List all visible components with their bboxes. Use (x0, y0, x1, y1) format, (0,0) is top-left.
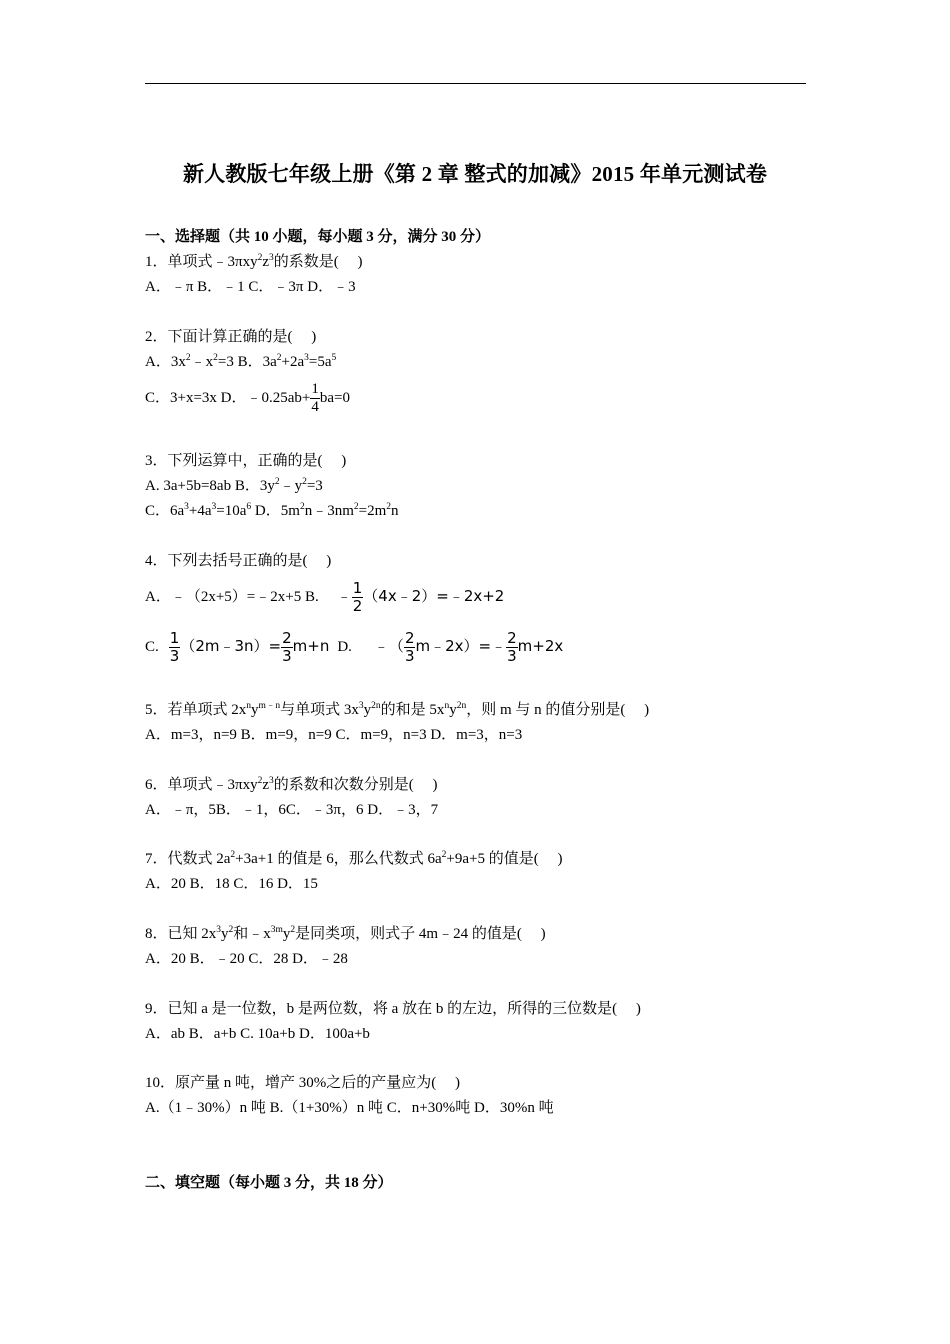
fraction: $\frac{2}{3}$ (507, 629, 517, 666)
question-5-stem: 5．若单项式 $2x^ny^{m﹣n}$与单项式 $3x^3y^{2n}$的和是 $5x^ny^{2n}$，则 m 与 n 的值分别是( ) (145, 701, 650, 718)
page-title: 新人教版七年级上册《第 2 章 整式的加减》2015 年单元测试卷 (182, 162, 768, 186)
question-4-stem: 4．下列去括号正确的是( ) (145, 553, 332, 569)
question-1-stem: 1．单项式$﹣3\pi xy^2z^3$的系数是( ) (145, 253, 363, 270)
question-7-options: A．20 B．18 C．16 D．15 (145, 876, 318, 892)
question-3-stem: 3．下列运算中，正确的是( ) (145, 453, 347, 469)
fraction: $\frac{2}{3}$ (404, 629, 415, 666)
question-5-options: A．m=3，n=9 B．m=9，n=9 C．m=9，n=3 D．m=3，n=3 (145, 727, 523, 743)
fraction: $\frac{2}{3}$ (282, 629, 292, 666)
question-1-options: A．﹣π B．﹣1 C．﹣3π D．﹣3 (145, 279, 356, 295)
question-6-stem: 6．单项式$﹣3\pi xy^2z^3$的系数和次数分别是( ) (145, 776, 438, 793)
question-4-options-cd: C. $\frac{1}{3}$ （2m﹣3n）= $\frac{2}{3}$ m+n D. ﹣（ $\frac{2}{3}$ m﹣2x）=﹣ $\frac{2}{3}$ m+2x (145, 629, 564, 666)
question-8-stem: 8．已知 $2x^3y^2$和$﹣x^{3m}y^2$是同类项，则式子 4m﹣24 的值是( ) (145, 925, 546, 942)
question-10-options: A.（1﹣30%）n 吨 B.（1+30%）n 吨 C．n+30%吨 D．30%n 吨 (145, 1100, 554, 1116)
question-2-options-cd: C．3+x=3x D．﹣0.25ab+ $\frac{1}{4}$ ba=0 (145, 381, 350, 416)
fraction: $\frac{1}{2}$ (352, 579, 363, 616)
fraction: $\frac{1}{3}$ (169, 629, 180, 666)
question-4-options-ab: A．﹣（2x+5）=﹣2x+5 B. ﹣ $\frac{1}{2}$ （4x﹣2）=﹣2x+2 (145, 579, 505, 616)
question-9-stem: 9．已知 a 是一位数，b 是两位数，将 a 放在 b 的左边，所得的三位数是( ) (145, 1001, 641, 1017)
question-7-stem: 7．代数式 $2a^2+3a+1$ 的值是 6，那么代数式 $6a^2+9a+5$ 的值是( ) (145, 850, 563, 867)
question-8-options: A．20 B．﹣20 C．28 D．﹣28 (145, 951, 348, 967)
question-3-options-ab: A. 3a+5b=8ab B．$3y^2﹣y^2=3$ (145, 477, 323, 494)
question-2-options-ab: A．$3x^2﹣x^2=3$ B．$3a^2+2a^3=5a^5$ (145, 353, 337, 370)
section-heading-choice: 一、选择题（共 10 小题，每小题 3 分，满分 30 分） (145, 229, 491, 245)
question-2-stem: 2．下面计算正确的是( ) (145, 329, 317, 345)
section-heading-fill: 二、填空题（每小题 3 分，共 18 分） (145, 1175, 393, 1191)
question-10-stem: 10．原产量 n 吨，增产 30%之后的产量应为( ) (145, 1075, 460, 1091)
header-rule (145, 83, 806, 84)
fraction: $\frac{1}{4}$ (311, 381, 319, 416)
question-6-options: A．﹣π，5B．﹣1，6C．﹣3π，6 D．﹣3，7 (145, 802, 439, 818)
question-3-options-cd: C．$6a^3+4a^3=10a^6$ D．$5m^2n﹣3nm^2=2m^2n$ (145, 502, 399, 519)
question-9-options: A．ab B．a+b C. 10a+b D．100a+b (145, 1026, 370, 1042)
